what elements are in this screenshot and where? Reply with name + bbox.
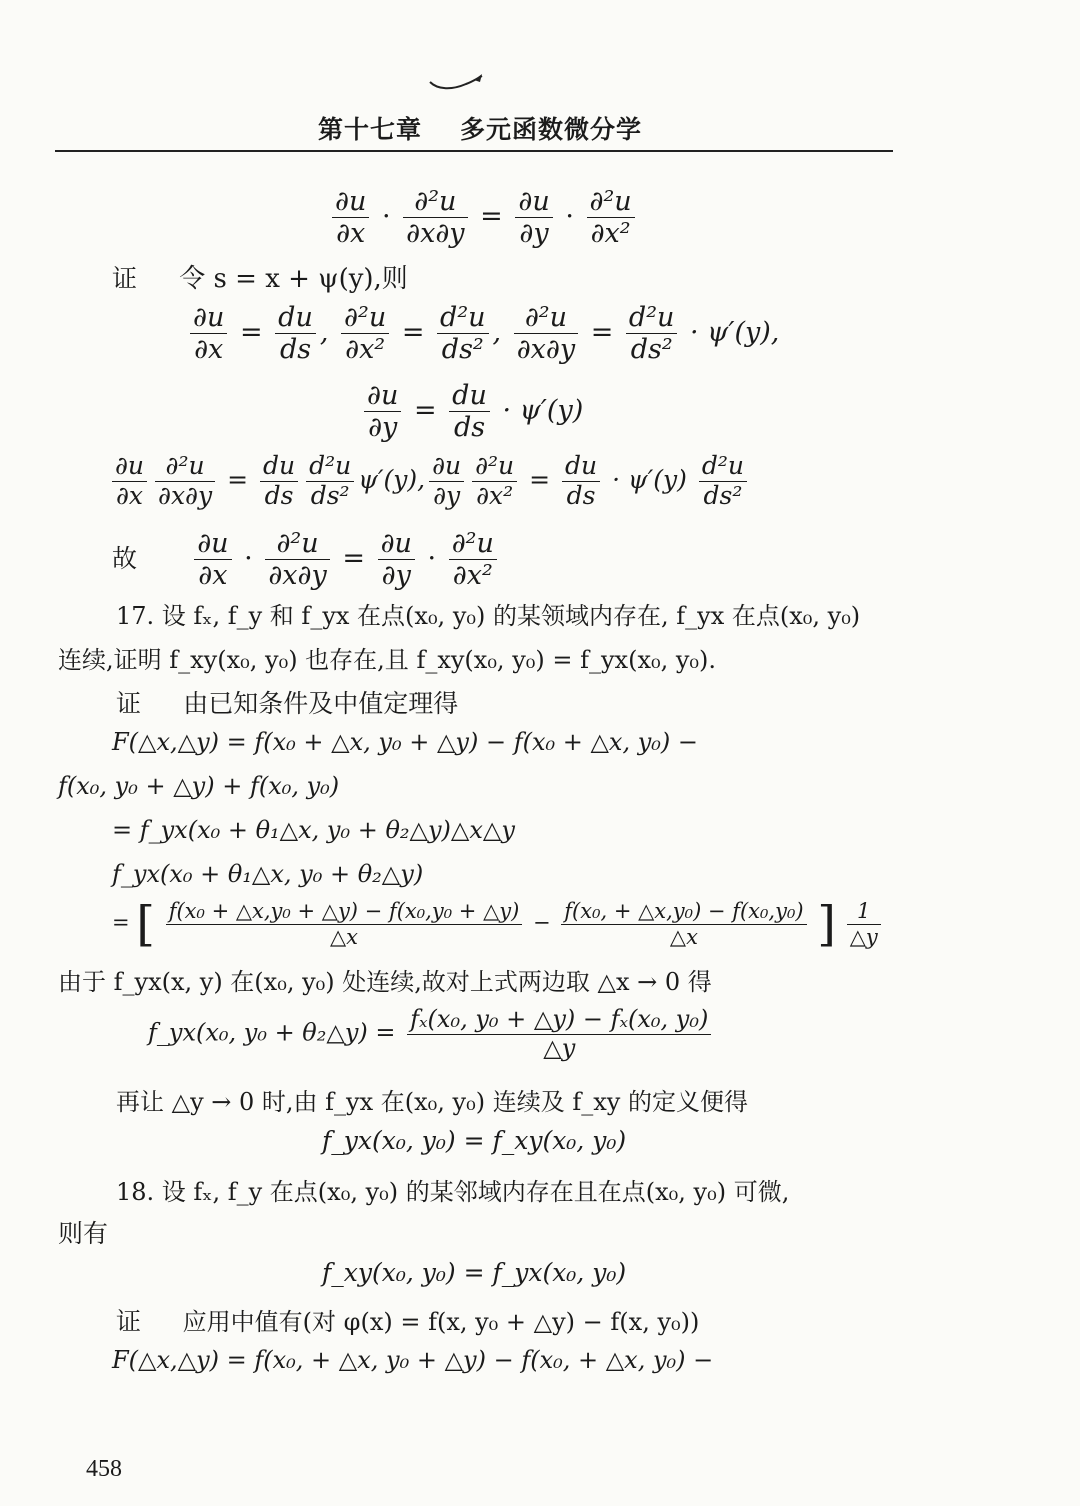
problem-17-proof-intro: 证 由已知条件及中值定理得 (116, 689, 459, 718)
ornament-icon (428, 72, 484, 96)
chapter-number: 第十七章 (318, 115, 423, 144)
equation-top: $\frac{\partial u}{\partial x}$ · $\frac{\text{∂²u}}{\partial x\partial y}$ = $\frac{\partial u}{\partial y}$ · $\frac{\text{∂²u}}{\text{∂x²}}$ (328, 186, 639, 249)
problem-17-line-2: 连续,证明 f_xy(x₀, y₀) 也存在,且 f_xy(x₀, y₀) = f_yx(x₀, y₀). (58, 646, 717, 674)
problem-18-F-line-1: F(△x,△y) = f(x₀, + △x, y₀ + △y) − f(x₀, + △x, y₀) − (112, 1346, 714, 1374)
header-rule (55, 150, 893, 152)
equation-line-2: $\frac{\partial u}{\partial x}$ = $\frac{du}{ds}$ , $\frac{\text{∂²u}}{\text{∂x²}}$ = $\frac{\text{d²u}}{\text{ds²}}$ , $\frac{\text{∂²u}}{\partial x\partial y}$ = $\frac{\text{d²u}}{\text{ds²}}$ · ψ′(y), (186, 302, 779, 365)
problem-17-continuity: 由于 f_yx(x, y) 在(x₀, y₀) 处连续,故对上式两边取 △x → 0 得 (58, 968, 712, 996)
problem-18-result: f_xy(x₀, y₀) = f_yx(x₀, y₀) (322, 1258, 627, 1287)
problem-17-F-line-1: F(△x,△y) = f(x₀ + △x, y₀ + △y) − f(x₀ + △x, y₀) − (112, 728, 698, 756)
problem-17-F-line-2: f(x₀, y₀ + △y) + f(x₀, y₀) (58, 772, 340, 800)
problem-17-F-line-4: f_yx(x₀ + θ₁△x, y₀ + θ₂△y) (112, 860, 424, 888)
equation-line-3: $\frac{\partial u}{\partial y}$ = $\frac{du}{ds}$ · ψ′(y) (360, 380, 583, 443)
equation-line-4: $\frac{\partial u}{\partial x}$ $\frac{\text{∂²u}}{\partial x\partial y}$ = $\frac{du}{ds}$ $\frac{\text{d²u}}{\text{ds²}}$ ψ′(y), $\frac{\partial u}{\partial y}$ $\frac{\text{∂²u}}{\text{∂x²}}$ = $\frac{du}{ds}$ · ψ′(y) $\frac{\text{d²u}}{\text{ds²}}$ (108, 452, 751, 511)
problem-17-again: 再让 △y → 0 时,由 f_yx 在(x₀, y₀) 连续及 f_xy 的定义便得 (116, 1088, 748, 1116)
problem-17-result: f_yx(x₀, y₀) = f_xy(x₀, y₀) (322, 1126, 627, 1155)
problem-17-F-line-3: = f_yx(x₀ + θ₁△x, y₀ + θ₂△y)△x△y (112, 816, 515, 844)
problem-18-proof-intro: 证 应用中值有(对 φ(x) = f(x, y₀ + △y) − f(x, y₀)) (116, 1307, 700, 1336)
chapter-title: 多元函数微分学 (460, 115, 643, 144)
problem-18-line-1: 18. 设 fₓ, f_y 在点(x₀, y₀) 的某邻域内存在且在点(x₀, y₀) 可微, (116, 1178, 790, 1206)
conclusion-1: 故 $\frac{\partial u}{\partial x}$ · $\frac{\text{∂²u}}{\partial x\partial y}$ = $\frac{\partial u}{\partial y}$ · $\frac{\text{∂²u}}{\text{∂x²}}$ (112, 528, 501, 591)
proof-1-intro: 证 令 s = x + ψ(y),则 (112, 264, 408, 294)
page-number: 458 (86, 1456, 122, 1482)
problem-17-big-fraction: = [ $\frac{\text{f(x₀ + △x,y₀ + △y) − f(x₀,y₀ + △y)}}{\triangle x}$ − $\frac{\text{f(x₀, + △x,y₀) − f(x₀,y₀)}}{\triangle x}$ ] $\frac{1}{\triangle y}$ (112, 896, 885, 952)
running-header (318, 110, 642, 146)
problem-18-line-2: 则有 (58, 1219, 109, 1248)
problem-17-line-1: 17. 设 fₓ, f_y 和 f_yx 在点(x₀, y₀) 的某领域内存在, f_yx 在点(x₀, y₀) (116, 602, 861, 630)
problem-17-limit-eq: f_yx(x₀, y₀ + θ₂△y) = $\frac{\text{fₓ(x₀, y₀ + △y) − fₓ(x₀, y₀)}}{\triangle y}$ (148, 1006, 715, 1062)
